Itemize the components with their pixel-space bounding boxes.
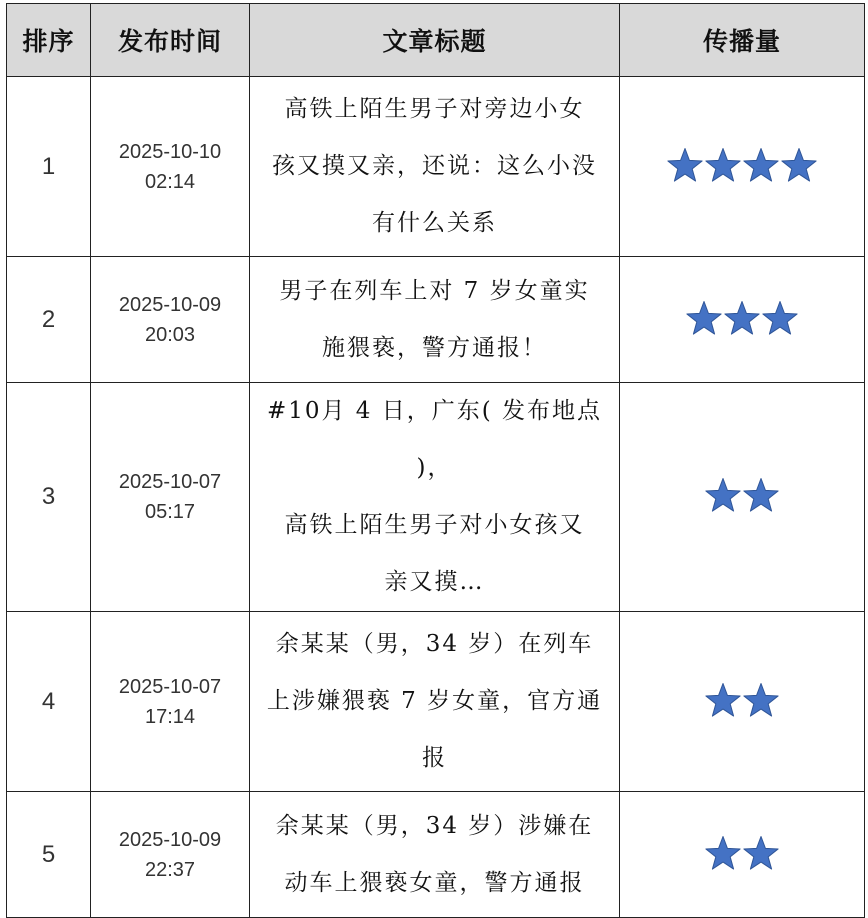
header-publish-time: 发布时间 xyxy=(91,4,250,77)
header-spread-volume: 传播量 xyxy=(620,4,865,77)
table-row xyxy=(7,257,865,383)
star-rating xyxy=(705,835,779,871)
star-rating xyxy=(705,682,779,718)
star-icon xyxy=(781,147,817,183)
star-icon xyxy=(743,147,779,183)
rank-cell: 5 xyxy=(7,792,91,918)
publish-time-cell xyxy=(91,383,250,612)
article-title-cell xyxy=(250,257,620,383)
article-title-line: 余某某（男，34 岁）在列车 xyxy=(275,631,594,657)
article-title-line: 上涉嫌猥亵 7 岁女童，官方通 xyxy=(266,688,603,714)
article-title-line: 亲又摸… xyxy=(384,569,485,595)
publish-date: 2025-10-10 xyxy=(118,140,222,163)
spread-rating-cell xyxy=(620,383,865,612)
article-title-line: 报 xyxy=(422,745,447,771)
star-rating xyxy=(705,477,779,513)
table-row xyxy=(7,383,865,612)
table-row xyxy=(7,77,865,257)
article-title-cell xyxy=(250,612,620,792)
spread-rating-cell xyxy=(620,257,865,383)
article-title-line: 男子在列车上对 7 岁女童实 xyxy=(279,277,590,304)
publish-date: 2025-10-09 xyxy=(118,293,222,316)
spread-rating-cell xyxy=(620,792,865,918)
rank-cell: 2 xyxy=(7,257,91,383)
publish-clock: 17:14 xyxy=(144,705,196,728)
spread-rating-cell xyxy=(620,612,865,792)
star-rating xyxy=(667,147,817,183)
star-icon xyxy=(724,300,760,336)
article-title-cell xyxy=(250,77,620,257)
star-icon xyxy=(743,477,779,513)
publish-clock: 20:03 xyxy=(144,323,196,346)
star-icon xyxy=(667,147,703,183)
article-title-line: 动车上猥亵女童，警方通报 xyxy=(284,869,585,896)
table-row xyxy=(7,792,865,918)
star-icon xyxy=(705,477,741,513)
header-article-title: 文章标题 xyxy=(250,4,620,77)
table-body xyxy=(7,77,865,918)
publish-clock: 02:14 xyxy=(144,170,196,193)
publish-time-cell xyxy=(91,257,250,383)
star-icon xyxy=(686,300,722,336)
publish-date: 2025-10-07 xyxy=(118,471,222,493)
ranking-table xyxy=(6,3,865,918)
star-rating xyxy=(686,300,798,336)
article-title-line: #10月 4 日，广东( 发布地点 )， xyxy=(266,398,603,481)
publish-date: 2025-10-07 xyxy=(118,675,222,698)
publish-clock: 05:17 xyxy=(144,501,196,523)
star-icon xyxy=(762,300,798,336)
rank-cell: 4 xyxy=(7,612,91,792)
article-title-cell xyxy=(250,792,620,918)
spread-rating-cell xyxy=(620,77,865,257)
article-title-line: 施猥亵，警方通报！ xyxy=(322,334,547,361)
article-title-line: 余某某（男，34 岁）涉嫌在 xyxy=(275,812,594,839)
star-icon xyxy=(705,835,741,871)
star-icon xyxy=(705,682,741,718)
header-rank: 排序 xyxy=(7,4,91,77)
rank-cell: 3 xyxy=(7,383,91,612)
table-header xyxy=(7,4,865,77)
header-row xyxy=(7,4,865,77)
star-icon xyxy=(743,835,779,871)
article-title-cell xyxy=(250,383,620,612)
table-row xyxy=(7,612,865,792)
publish-clock: 22:37 xyxy=(144,858,196,881)
publish-time-cell xyxy=(91,77,250,257)
rank-cell: 1 xyxy=(7,77,91,257)
publish-date: 2025-10-09 xyxy=(118,828,222,851)
article-title-line: 高铁上陌生男子对旁边小女 xyxy=(284,96,585,122)
publish-time-cell xyxy=(91,612,250,792)
publish-time-cell xyxy=(91,792,250,918)
article-title-line: 孩又摸又亲，还说：这么小没 xyxy=(272,153,597,179)
star-icon xyxy=(705,147,741,183)
article-title-line: 有什么关系 xyxy=(372,210,497,236)
article-title-line: 高铁上陌生男子对小女孩又 xyxy=(284,512,585,538)
star-icon xyxy=(743,682,779,718)
